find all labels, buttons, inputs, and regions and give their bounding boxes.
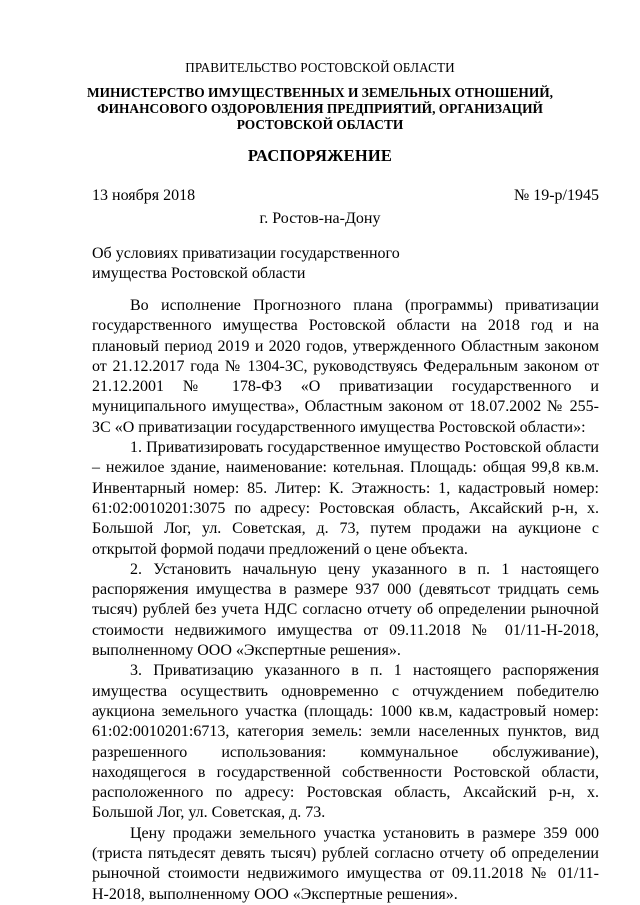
document-body bbox=[92, 296, 599, 905]
document-date: 13 ноября 2018 bbox=[92, 187, 196, 204]
ministry-header: МИНИСТЕРСТВО ИМУЩЕСТВЕННЫХ И ЗЕМЕЛЬНЫХ ОТНОШЕНИЙ, ФИНАНСОВОГО ОЗДОРОВЛЕНИЯ ПРЕДПРИЯТИЙ, ОРГАНИЗАЦИЙ РОСТОВСКОЙ ОБЛАСТИ bbox=[86, 85, 554, 132]
item-1-paragraph: 1. Приватизировать государственное имущество Ростовской области – нежилое здание, наименование: котельная. Площадь: общая 99,8 кв.м. Инвентарный номер: 85. Литер: К. Этажность: 1, кадастровый номер: 61:02:0010201:3075 по адресу: Ростовская область, Аксайский р-н, х. Большой Лог, ул. Советская, д. 73, путем продажи на аукционе с открытой формой подачи предложений о цене объекта. bbox=[92, 439, 599, 558]
document-type-title: РАСПОРЯЖЕНИЕ bbox=[247, 146, 393, 165]
item-3-paragraph: 3. Приватизацию указанного в п. 1 настоящего распоряжения имущества осуществить одновременно с отчуждением победителю аукциона земельного участка (площадь: 1000 кв.м, кадастровый номер: 61:02:0010201:6713, категория земель: земли населенных пунктов, вид разрешенного использования: коммунальное обслуживание), находящегося в государственной собственности Ростовской области, расположенного по адресу: Ростовская область, Аксайский р-н, х. Большой Лог, ул. Советская, д. 73. bbox=[92, 662, 599, 822]
document-number: № 19-р/1945 bbox=[513, 187, 599, 204]
government-header: ПРАВИТЕЛЬСТВО РОСТОВСКОЙ ОБЛАСТИ bbox=[185, 60, 455, 75]
item-2-paragraph: 2. Установить начальную цену указанного в п. 1 настоящего распоряжения имущества в размере 937 000 (девятьсот тридцать семь тысяч) рублей без учета НДС согласно отчету об определении рыночной стоимости недвижимого имущества от 09.11.2018 № 01/11-Н-2018, выполненному ООО «Экспертные решения». bbox=[92, 560, 599, 660]
land-price-paragraph: Цену продажи земельного участка установить в размере 359 000 (триста пятьдесят девять тысяч) рублей согласно отчету об определении рыночной стоимости недвижимого имущества от 09.11.2018 № 01/11-Н-2018, выполненному ООО «Экспертные решения». bbox=[92, 824, 599, 903]
document-city: г. Ростов-на-Дону bbox=[259, 210, 381, 227]
document-subject: Об условиях приватизации государственного имущества Ростовской области bbox=[92, 245, 400, 282]
intro-paragraph: Во исполнение Прогнозного плана (программы) приватизации государственного имущества Ростовской области на 2018 год и на плановый период 2019 и 2020 годов, утвержденного Областным законом от 21.12.2017 года № 1304-ЗС, руководствуясь Федеральным законом от 21.12.2001 № 178-ФЗ «О приватизации государственного и муниципального имущества», Областным законом от 18.07.2002 № 255-ЗС «О приватизации государственного имущества Ростовской области»: bbox=[92, 297, 599, 436]
